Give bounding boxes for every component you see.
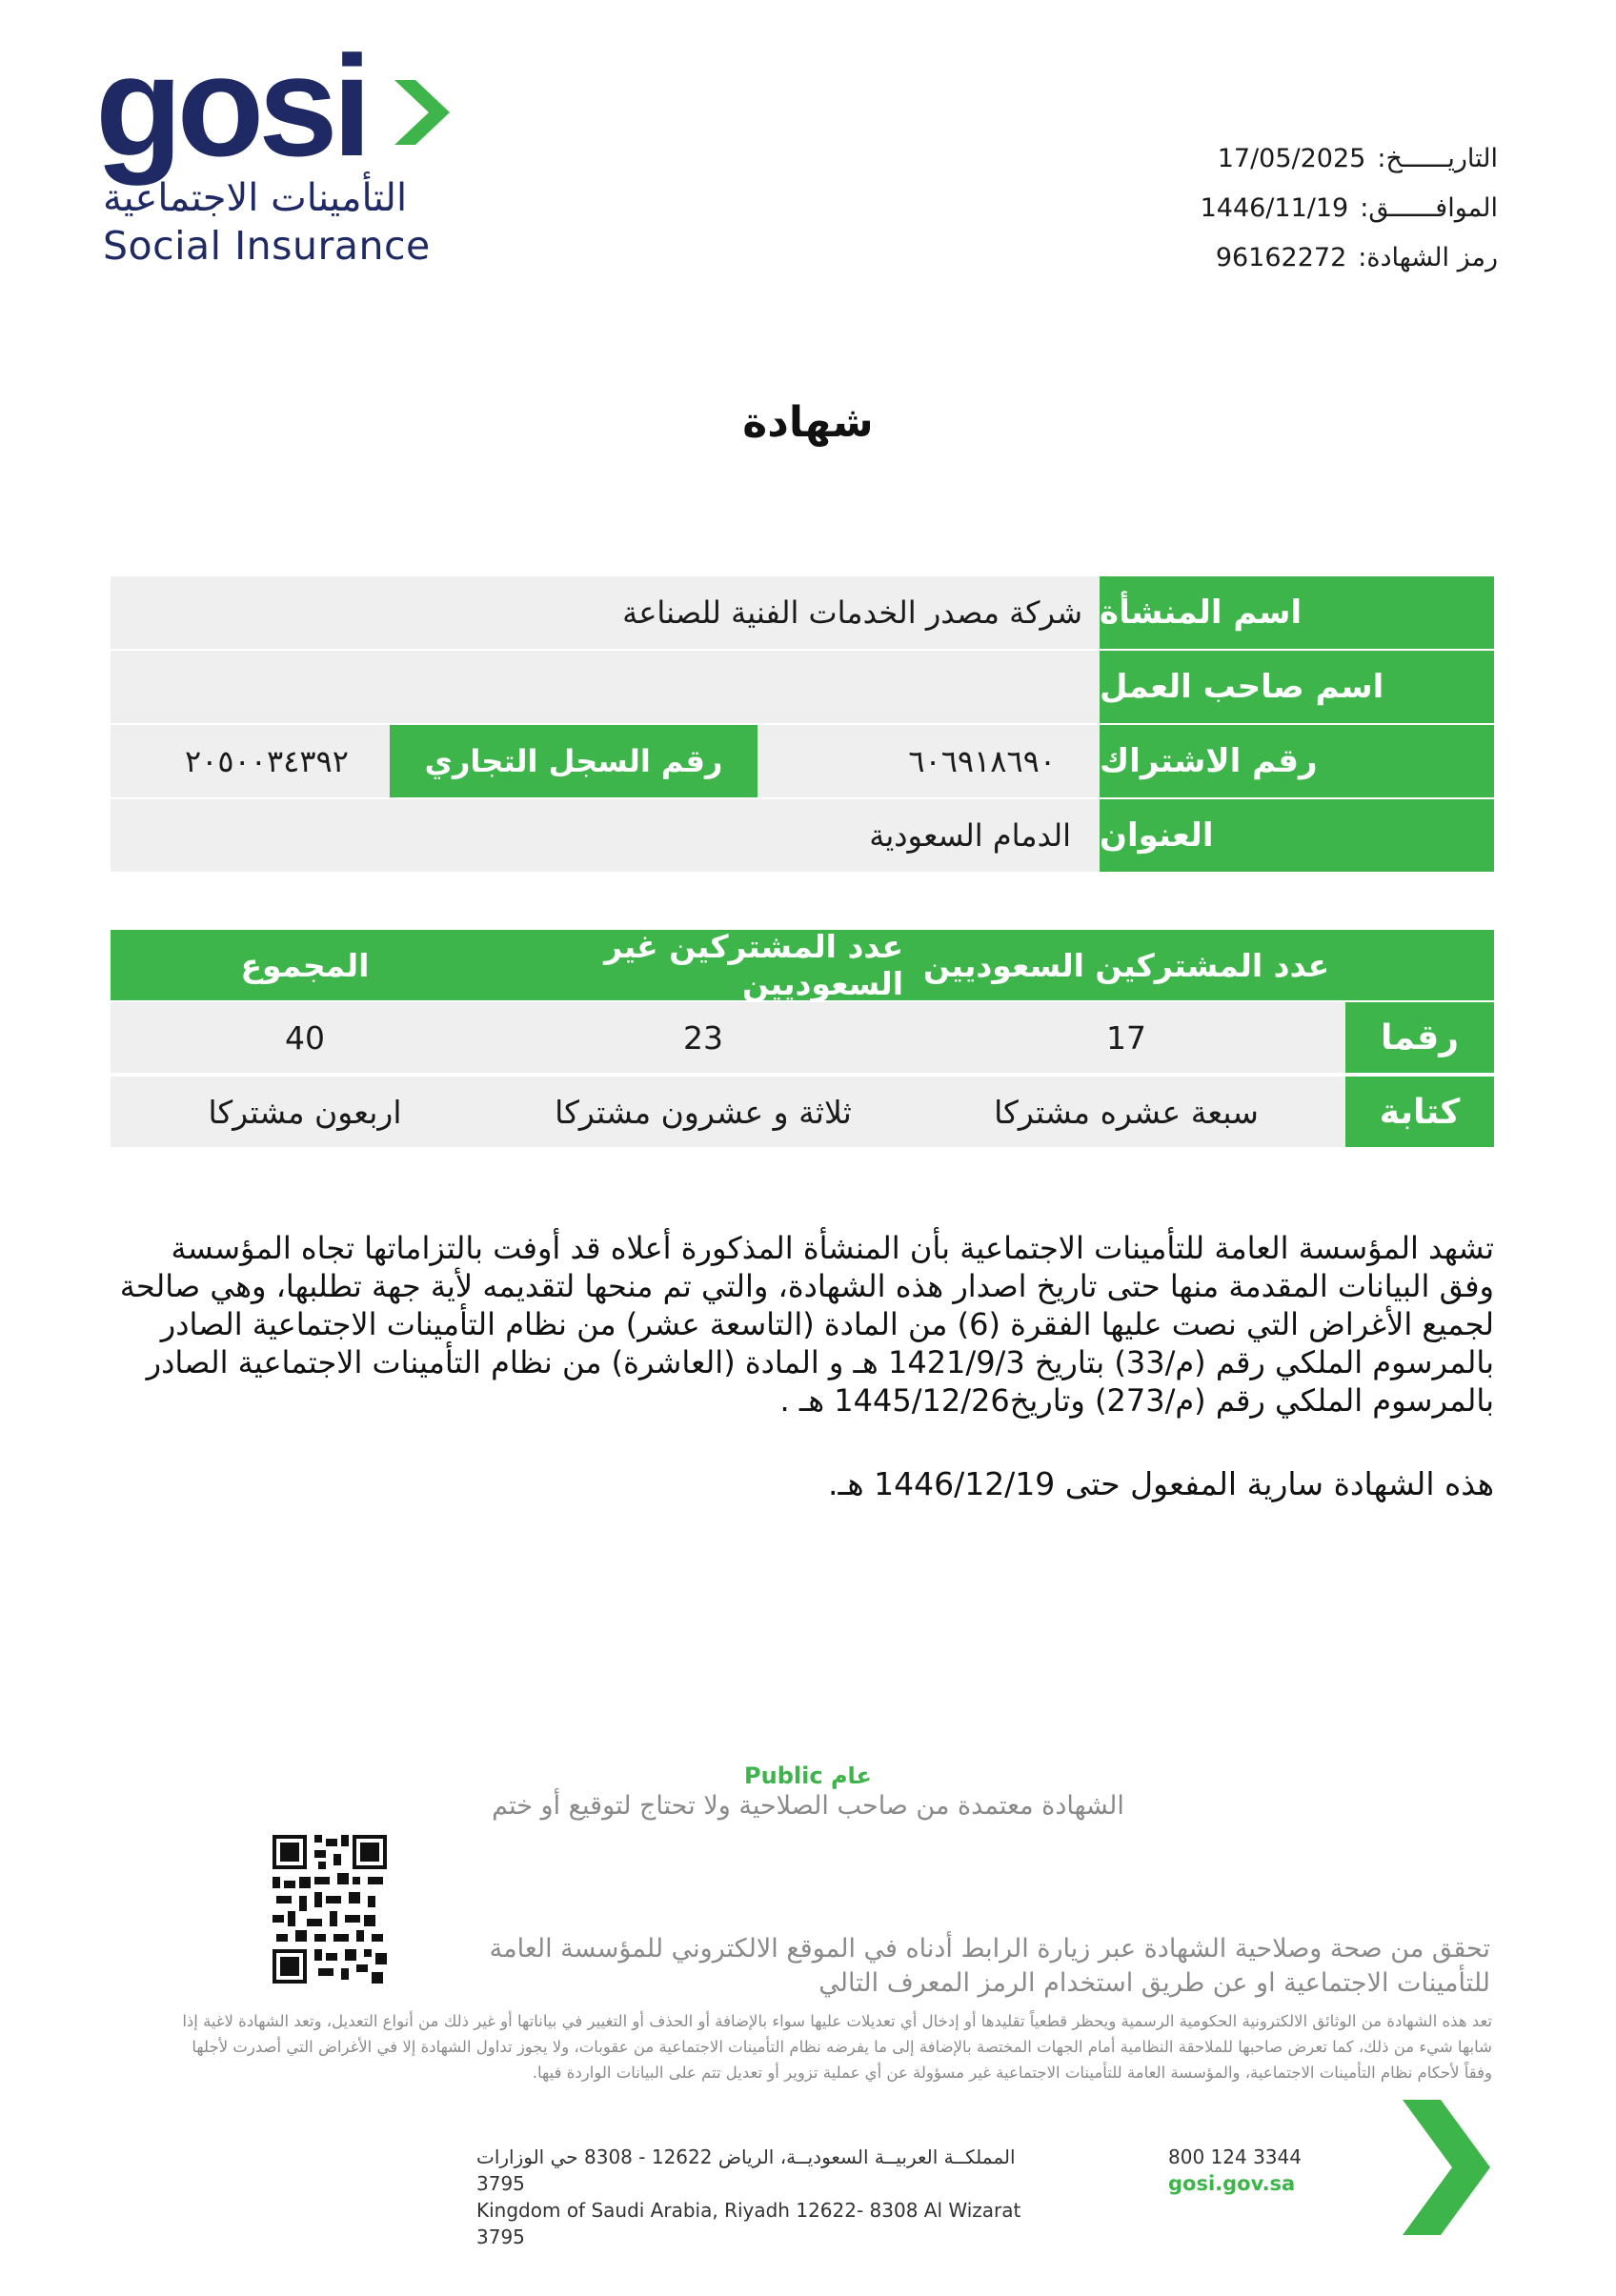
approval-note: الشهادة معتمدة من صاحب الصلاحية ولا تحتاج لتوقيع أو ختم [492,1791,1124,1821]
subscription-row [111,725,1494,799]
brand-chevron-icon [1397,2096,1492,2239]
certificate-meta [1098,133,1498,282]
qr-code-icon [273,1835,387,1984]
non-saudi-header: عدد المشتركين غير السعوديين [604,928,903,1002]
total-number: 40 [285,1018,325,1057]
counts-header-row [111,930,1494,1002]
subscribers-count-table [111,930,1494,1151]
non-saudi-written: ثلاثة و عشرون مشتركا [555,1093,852,1131]
legal-fine-print: تعد هذه الشهادة من الوثائق الالكترونية الحكومية الرسمية ويحظر قطعياً تقليدها أو إدخال أي تعديلات عليها سواء بالإضافة أو الحذف أو التغيير في بياناتها أو غير ذلك من أنواع التعديل، وتعد الشهادة لاغية إذا شابها شيء من ذلك، كما تعرض صاحبها للملاحقة النظامية أمام الجهات المختصة بالإضافة إلى ما يفرضه نظام التأمينات الاجتماعية من عقوبات، ولا يجوز تداول الشهادة إلا في الأغراض التي أصدرت لأجلها وفقاً لأحكام نظام التأمينات الاجتماعية، والمؤسسة العامة للتأمينات الاجتماعية غير مسؤولة عن أي عملية تزوير أو تعديل تتم على البيانات الواردة فيها. [182,2012,1492,2082]
hijri-date-row [1098,183,1498,232]
commercial-register-label: رقم السجل التجاري [390,725,758,797]
logo-arabic-name: التأمينات الاجتماعية [103,176,408,220]
employer-label: اسم صاحب العمل [1100,651,1494,723]
total-written: اربعون مشتركا [208,1093,402,1131]
classification-label: Public عام [744,1762,872,1789]
certificate-statement: تشهد المؤسسة العامة للتأمينات الاجتماعية بأن المنشأة المذكورة أعلاه قد أوفت بالتزاماتها تجاه المؤسسة وفق البيانات المقدمة منها حتى تاريخ اصدار هذه الشهادة، والتي تم منحها لتقديمه لأية جهة تطلبها، وهي صالحة لجميع الأغراض التي نصت عليها الفقرة (6) من المادة (التاسعة عشر) من نظام التأمينات الاجتماعية الصادر بالمرسوم الملكي رقم (م/33) بتاريخ 1421/9/3 هـ و المادة (العاشرة) من نظام التأمينات الاجتماعية الصادر بالمرسوم الملكي رقم (م/273) وتاريخ1445/12/26 هـ . [119,1230,1494,1419]
numeric-row-label: رقما [1345,1002,1494,1073]
postal-address [476,2144,1060,2250]
certificate-code-value: 96162272 [1215,242,1347,272]
subscription-label: رقم الاشتراك [1100,725,1494,797]
date-value: 17/05/2025 [1217,143,1366,173]
saudi-header: عدد المشتركين السعوديين [922,946,1330,984]
certificate-code-label: رمز الشهادة: [1358,242,1498,272]
non-saudi-number: 23 [683,1018,723,1057]
address-value: الدمام السعودية [869,817,1071,854]
saudi-written: سبعة عشره مشتركا [994,1093,1259,1131]
verification-note: تحقق من صحة وصلاحية الشهادة عبر زيارة الرابط أدناه في الموقع الالكتروني للمؤسسة العامة للتأمينات الاجتماعية او عن طريق استخدام الرمز المعرف التالي [489,1934,1490,1998]
logo-english-name: Social Insurance [103,223,431,269]
certificate-code-row [1098,232,1498,282]
website-link[interactable]: gosi.gov.sa [1168,2172,1296,2195]
page-title: شهادة [742,398,874,447]
address-english: Kingdom of Saudi Arabia, Riyadh 12622- 8308 Al Wizarat 3795 [476,2199,1021,2248]
address-label: العنوان [1100,799,1494,872]
address-row [111,799,1494,874]
employer-row [111,651,1494,725]
subscription-value: ٦٠٦٩١٨٦٩٠ [908,743,1056,779]
date-row [1098,133,1498,183]
counts-written-row [111,1077,1494,1151]
logo-wordmark: gosi [95,26,367,186]
commercial-register-value: ٢٠٥٠٠٣٤٣٩٢ [185,743,349,779]
logo-chevron-icon [391,74,454,151]
total-header: المجموع [240,946,370,984]
establishment-row [111,576,1494,651]
hijri-date-label: الموافــــــق: [1360,192,1498,223]
establishment-label: اسم المنشأة [1100,576,1494,649]
counts-numeric-row [111,1002,1494,1077]
saudi-number: 17 [1106,1018,1146,1057]
establishment-info-table [111,576,1494,874]
written-row-label: كتابة [1345,1077,1494,1147]
hijri-date-value: 1446/11/19 [1200,192,1349,223]
address-arabic: المملكــة العربيــة السعوديــة، الرياض 12622 - 8308 حي الوزارات 3795 [476,2145,1016,2195]
phone-number: 800 124 3344 [1168,2145,1302,2168]
gosi-logo [95,26,457,272]
validity-statement: هذه الشهادة سارية المفعول حتى 1446/12/19 هـ. [828,1465,1494,1502]
establishment-value: شركة مصدر الخدمات الفنية للصناعة [622,594,1082,631]
date-label: التاريــــــخ: [1377,143,1498,173]
contact-info [1168,2144,1359,2197]
